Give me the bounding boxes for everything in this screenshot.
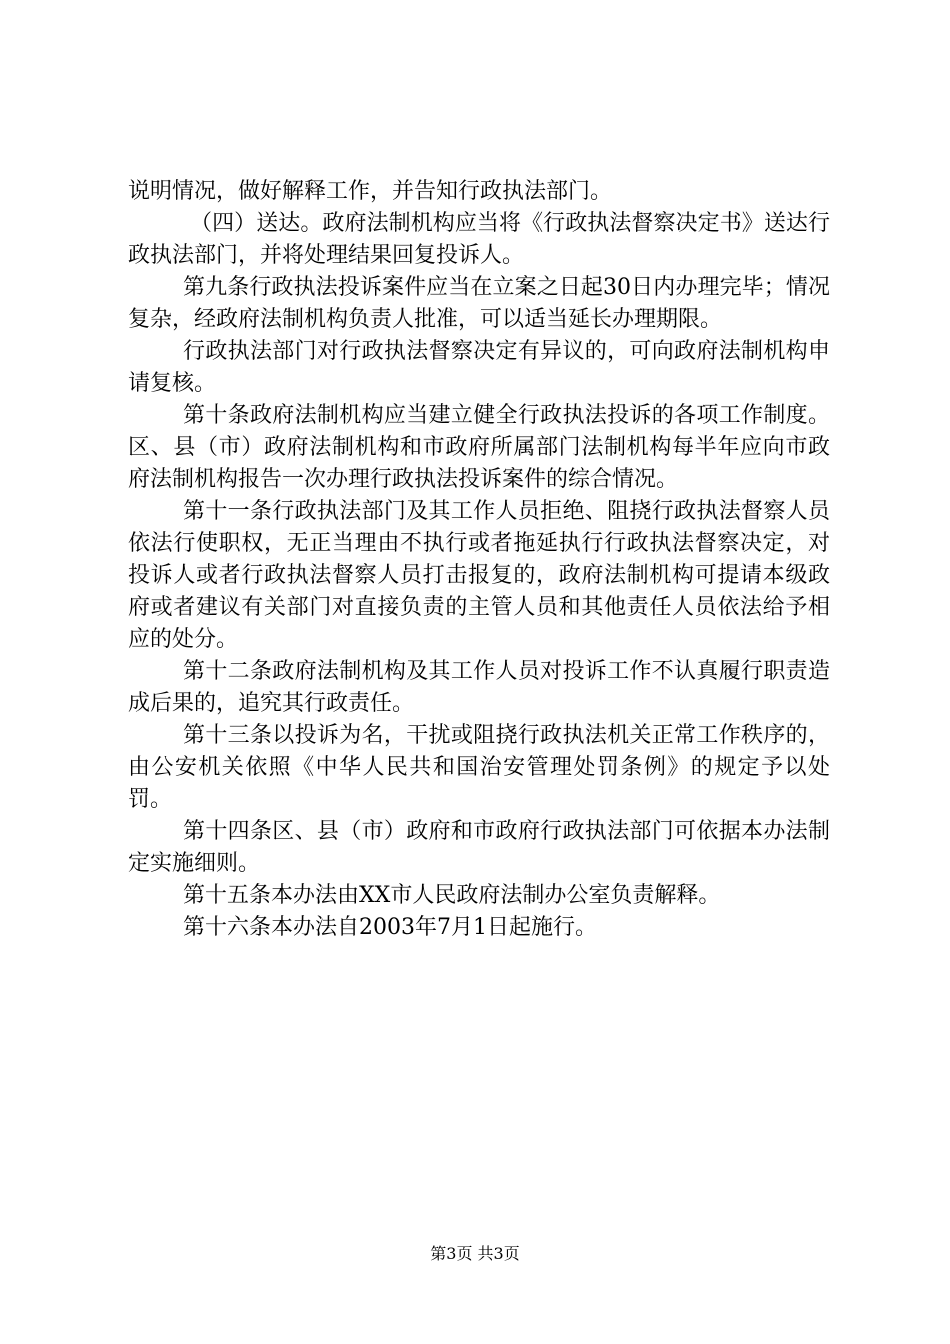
paragraph-article-15: 第十五条本办法由XX市人民政府法制办公室负责解释。 (183, 883, 721, 908)
paragraph-continuation: 说明情况，做好解释工作，并告知行政执法部门。 (128, 179, 613, 204)
document-body (128, 176, 830, 944)
paragraph-delivery: （四）送达。政府法制机构应当将《行政执法督察决定书》送达行政执法部门，并将处理结果回复投诉人。 (128, 211, 830, 268)
paragraph-article-16: 第十六条本办法自2003年7月1日起施行。 (183, 915, 597, 940)
paragraph-article-12: 第十二条政府法制机构及其工作人员对投诉工作不认真履行职责造成后果的，追究其行政责任。 (128, 659, 830, 716)
paragraph-article-10: 第十条政府法制机构应当建立健全行政执法投诉的各项工作制度。区、县（市）政府法制机构和市政府所属部门法制机构每半年应向市政府法制机构报告一次办理行政执法投诉案件的综合情况。 (128, 403, 830, 492)
paragraph-article-11: 第十一条行政执法部门及其工作人员拒绝、阻挠行政执法督察人员依法行使职权，无正当理由不执行或者拖延执行行政执法督察决定，对投诉人或者行政执法督察人员打击报复的，政府法制机构可提请本级政府或者建议有关部门对直接负责的主管人员和其他责任人员依法给予相应的处分。 (128, 499, 830, 652)
page-footer (0, 1243, 950, 1265)
paragraph-article-13: 第十三条以投诉为名，干扰或阻挠行政执法机关正常工作秩序的，由公安机关依照《中华人民共和国治安管理处罚条例》的规定予以处罚。 (128, 723, 830, 812)
paragraph-article-9: 第九条行政执法投诉案件应当在立案之日起30日内办理完毕；情况复杂，经政府法制机构负责人批准，可以适当延长办理期限。 (128, 275, 830, 332)
paragraph-article-14: 第十四条区、县（市）政府和市政府行政执法部门可依据本办法制定实施细则。 (128, 819, 830, 876)
page-number: 第3页 共3页 (430, 1244, 520, 1263)
paragraph-review: 行政执法部门对行政执法督察决定有异议的，可向政府法制机构申请复核。 (128, 339, 830, 396)
